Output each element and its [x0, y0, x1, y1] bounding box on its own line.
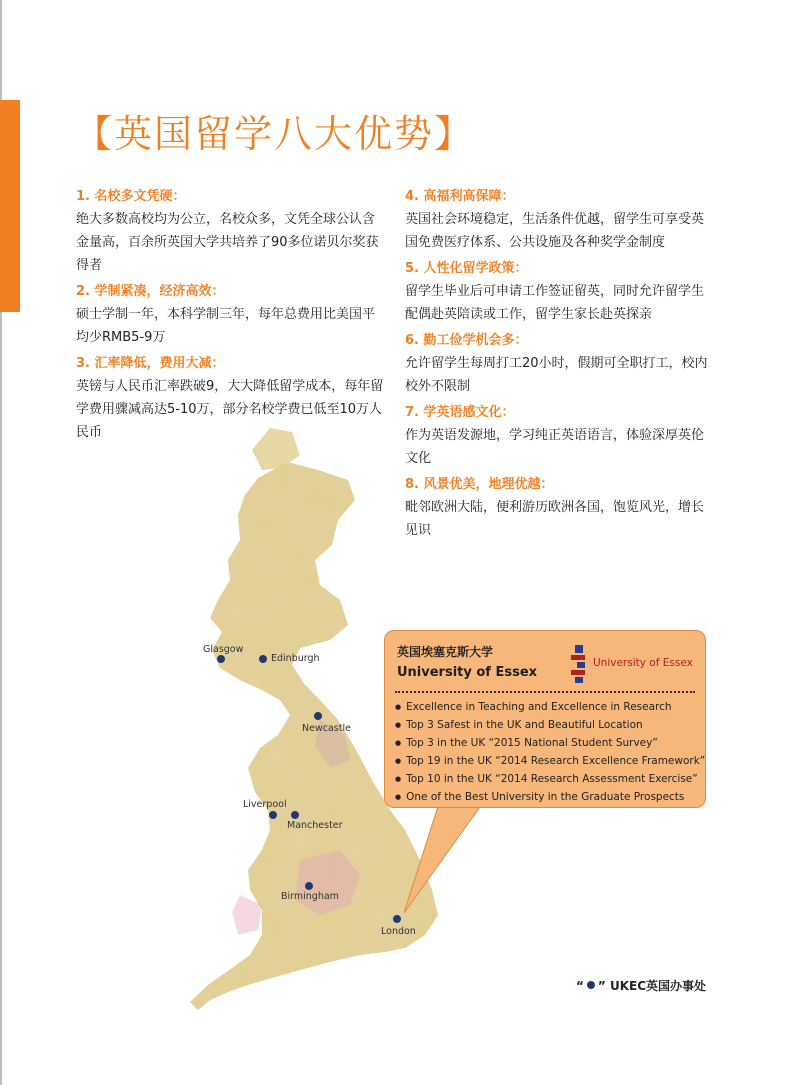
- city-label-edinburgh: Edinburgh: [271, 653, 320, 664]
- university-logo: [571, 643, 701, 685]
- newcastle-dot: [314, 712, 322, 720]
- advantage-body: 留学生毕业后可申请工作签证留英，同时允许留学生配偶赴英陪读或工作，留学生家长赴英探亲: [405, 284, 705, 322]
- page-title: 【英国留学八大优势】: [74, 112, 475, 156]
- advantage-body: 硕士学制一年，本科学制三年，每年总费用比美国平均少RMB5-9万: [76, 307, 376, 345]
- city-label-birmingham: Birmingham: [281, 891, 339, 902]
- advantage-body: 作为英语发源地，学习纯正英语语言，体验深厚英伦文化: [405, 428, 705, 466]
- university-name-en: University of Essex: [397, 665, 538, 680]
- highlight-item: ● Top 3 Safest in the UK and Beautiful Location: [395, 717, 699, 735]
- london-dot: [393, 915, 401, 923]
- city-label-london: London: [381, 926, 416, 937]
- advantage-item: [405, 474, 715, 542]
- advantage-title: 3. 汇率降低，费用大减：: [76, 356, 225, 371]
- highlight-item: ● Top 19 in the UK “2014 Research Excellence Framework”: [395, 753, 699, 771]
- advantage-item: [405, 330, 715, 398]
- advantage-title: 7. 学英语感文化：: [405, 405, 515, 420]
- advantage-title: 4. 高福利高保障：: [405, 189, 515, 204]
- advantage-item: [405, 258, 715, 326]
- birmingham-dot: [305, 882, 313, 890]
- map-legend: [576, 977, 706, 994]
- advantage-item: [76, 353, 386, 444]
- callout-divider: [395, 691, 695, 693]
- advantage-body: 允许留学生每周打工20小时，假期可全职打工，校内校外不限制: [405, 356, 708, 394]
- university-callout: [384, 630, 706, 808]
- legend-quote-close: ”: [597, 979, 606, 993]
- legend-quote-open: “: [576, 979, 584, 993]
- city-label-manchester: Manchester: [287, 820, 343, 831]
- liverpool-dot: [269, 811, 277, 819]
- university-name-cn: 英国埃塞克斯大学: [397, 645, 494, 659]
- advantage-title: 6. 勤工俭学机会多：: [405, 333, 528, 348]
- university-logo-text: University of Essex: [593, 657, 693, 669]
- advantage-item: [76, 281, 386, 349]
- advantage-title: 2. 学制紧凑，经济高效：: [76, 284, 225, 299]
- advantage-title: 8. 风景优美，地理优越：: [405, 477, 554, 492]
- advantage-body: 英镑与人民币汇率跌破9，大大降低留学成本，每年留学费用骤减高达5-10万，部分名校学费已低至10万人民币: [76, 379, 384, 440]
- advantage-item: [76, 186, 386, 277]
- glasgow-dot: [217, 655, 225, 663]
- advantage-body: 毗邻欧洲大陆，便利游历欧洲各国，饱览风光，增长见识: [405, 500, 705, 538]
- advantage-item: [405, 186, 715, 254]
- advantages-right-column: [405, 186, 715, 546]
- legend-dot-icon: [587, 981, 595, 989]
- edinburgh-dot: [259, 655, 267, 663]
- advantage-body: 绝大多数高校均为公立，名校众多，文凭全球公认含金量高，百余所英国大学共培养了90多位诺贝尔奖获得者: [76, 212, 379, 273]
- advantage-title: 1. 名校多文凭硬：: [76, 189, 186, 204]
- city-label-liverpool: Liverpool: [243, 799, 287, 810]
- university-highlights: [395, 699, 706, 807]
- highlight-item: ● Top 3 in the UK “2015 National Student Survey”: [395, 735, 699, 753]
- city-label-newcastle: Newcastle: [302, 723, 351, 734]
- highlight-item: ● Top 10 in the UK “2014 Research Assessment Exercise”: [395, 771, 699, 789]
- highlight-item: ● One of the Best University in the Graduate Prospects: [395, 789, 699, 807]
- highlight-item: ● Excellence in Teaching and Excellence in Research: [395, 699, 699, 717]
- advantages-left-column: [76, 186, 386, 448]
- manchester-dot: [291, 811, 299, 819]
- essex-logo-icon: [571, 643, 591, 685]
- advantage-title: 5. 人性化留学政策：: [405, 261, 528, 276]
- advantage-item: [405, 402, 715, 470]
- city-label-glasgow: Glasgow: [203, 644, 244, 655]
- legend-label: UKEC英国办事处: [609, 979, 707, 993]
- advantage-body: 英国社会环境稳定，生活条件优越，留学生可享受英国免费医疗体系、公共设施及各种奖学金制度: [405, 212, 705, 250]
